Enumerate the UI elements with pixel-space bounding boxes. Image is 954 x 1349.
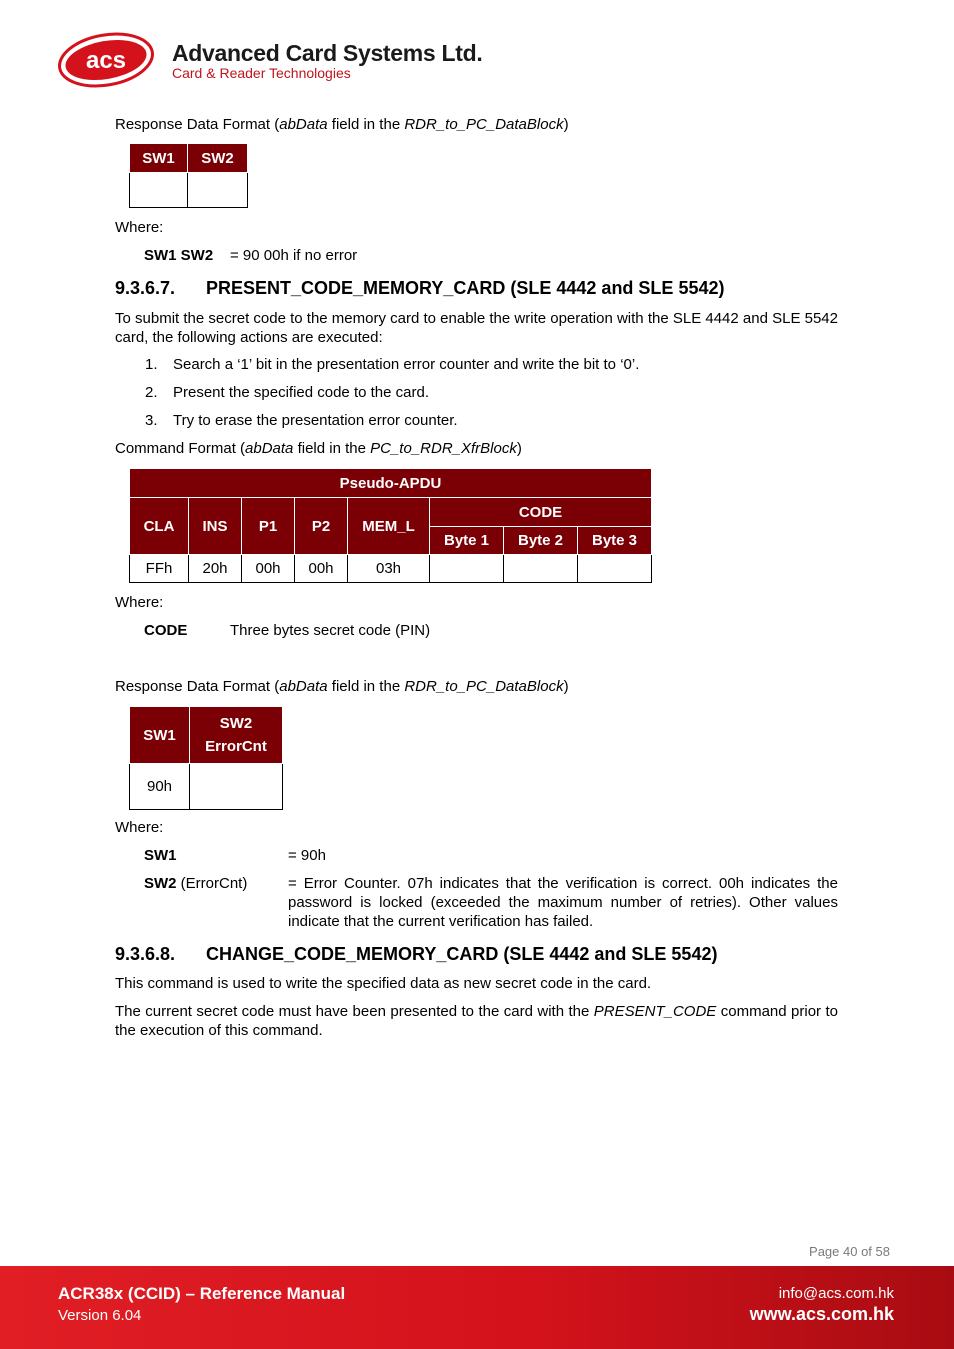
col-header-p2: P2: [295, 498, 348, 555]
sw-description: = 90 00h if no error: [230, 247, 358, 264]
where-label: Where:: [115, 594, 164, 611]
list-item: Present the specified code to the card.: [173, 384, 429, 401]
col-header-sw1: SW1: [130, 144, 188, 173]
list-item: Search a ‘1’ bit in the presentation error counter and write the bit to ‘0’.: [173, 356, 640, 373]
col-header-sw2-errorcnt: SW2 ErrorCnt: [190, 707, 283, 764]
table-cell: [504, 555, 578, 583]
col-header-mem-l: MEM_L: [348, 498, 430, 555]
table-cell: 00h: [242, 555, 295, 583]
apdu-title: Pseudo-APDU: [130, 469, 652, 498]
section-intro: To submit the secret code to the memory card to enable the write operation with the SLE 4442 and SLE 5542 card, the following actions are executed:: [115, 310, 838, 346]
response-format-intro-2: Response Data Format (abData field in the RDR_to_PC_DataBlock): [115, 678, 569, 695]
where-label: Where:: [115, 819, 164, 836]
table-cell: 20h: [189, 555, 242, 583]
response-table-1: [129, 143, 248, 208]
doc-title: ACR38x (CCID) – Reference Manual: [58, 1284, 346, 1303]
table-cell: 90h: [130, 764, 190, 810]
where-label: Where:: [115, 219, 164, 236]
col-header-p1: P1: [242, 498, 295, 555]
list-item-number: 1.: [145, 356, 158, 373]
col-header-ins: INS: [189, 498, 242, 555]
section-paragraph-2: The current secret code must have been presented to the card with the PRESENT_CODE command prior to the execution of this command.: [115, 1003, 838, 1039]
section-heading-present-code: 9.3.6.7. PRESENT_CODE_MEMORY_CARD (SLE 4442 and SLE 5542): [115, 278, 725, 298]
col-header-byte1: Byte 1: [430, 527, 504, 555]
col-header-cla: CLA: [130, 498, 189, 555]
code-description: Three bytes secret code (PIN): [230, 622, 431, 639]
sw2-label: SW2 (ErrorCnt): [144, 875, 248, 892]
sw1-description: = 90h: [288, 847, 326, 864]
list-item: Try to erase the presentation error counter.: [173, 412, 458, 429]
footer-bar: [0, 1266, 954, 1349]
page-number: Page 40 of 58: [809, 1244, 890, 1259]
list-item-number: 2.: [145, 384, 158, 401]
footer-email[interactable]: info@acs.com.hk: [778, 1285, 894, 1302]
sw-label: SW1 SW2: [144, 247, 214, 264]
svg-text:acs: acs: [85, 47, 127, 74]
pseudo-apdu-table: [129, 468, 652, 583]
company-name: Advanced Card Systems Ltd.: [172, 40, 483, 66]
table-cell: [188, 173, 248, 208]
list-item-number: 3.: [145, 412, 158, 429]
table-cell: [130, 173, 188, 208]
doc-version: Version 6.04: [58, 1307, 142, 1324]
footer-website[interactable]: www.acs.com.hk: [749, 1304, 894, 1324]
col-header-sw2: SW2: [188, 144, 248, 173]
col-header-byte2: Byte 2: [504, 527, 578, 555]
table-cell: FFh: [130, 555, 189, 583]
sw1-label: SW1: [144, 847, 177, 864]
section-paragraph-1: This command is used to write the specified data as new secret code in the card.: [115, 975, 652, 992]
col-header-sw1: SW1: [130, 707, 190, 764]
company-tagline: Card & Reader Technologies: [172, 65, 351, 81]
table-cell: [430, 555, 504, 583]
code-label: CODE: [144, 622, 188, 639]
col-header-byte3: Byte 3: [578, 527, 652, 555]
command-format-intro: Command Format (abData field in the PC_to_RDR_XfrBlock): [115, 440, 522, 457]
sw2-description: = Error Counter. 07h indicates that the verification is correct. 00h indicates the password is locked (exceeded the maximum number of retries). Other values indicate that the current verification has failed.: [288, 875, 838, 930]
acs-logo-icon: [56, 31, 156, 89]
col-header-code: CODE: [430, 498, 652, 527]
table-cell: [578, 555, 652, 583]
table-cell: 03h: [348, 555, 430, 583]
table-cell: 00h: [295, 555, 348, 583]
section-heading-change-code: 9.3.6.8. CHANGE_CODE_MEMORY_CARD (SLE 4442 and SLE 5542): [115, 944, 718, 964]
table-cell: [190, 764, 283, 810]
response-table-2: [129, 706, 283, 810]
response-format-intro: Response Data Format (abData field in the RDR_to_PC_DataBlock): [115, 116, 569, 133]
